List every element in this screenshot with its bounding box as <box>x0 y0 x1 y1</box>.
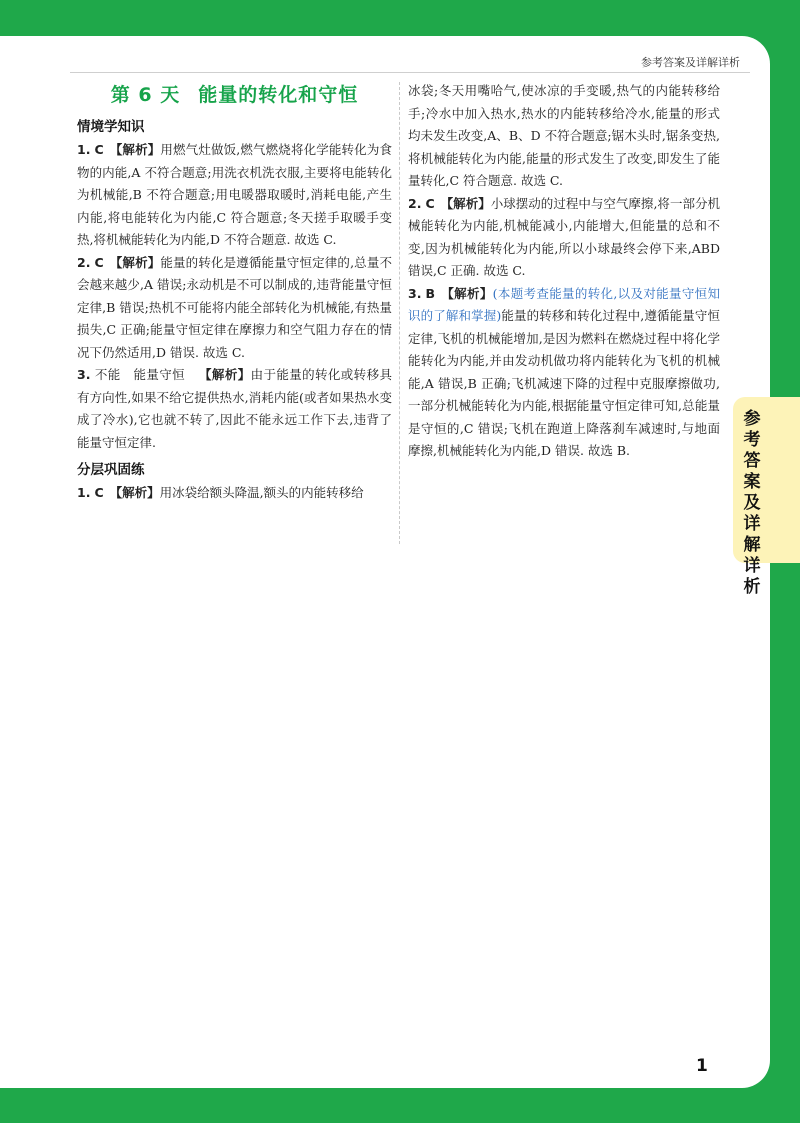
title-topic: 能量的转化和守恒 <box>198 84 359 106</box>
header-rule <box>70 72 750 73</box>
answer-item: 3. 不能 能量守恒 【解析】由于能量的转化或转移具有方向性,如果不给它提供热水,消耗内能(或者如果热水变成了冷水),它也就不转了,因此不能永远工作下去,违背了能量守恒定律. <box>77 367 392 450</box>
section-heading-situational: 情境学知识 <box>77 119 145 135</box>
column-divider <box>399 82 400 544</box>
running-header: 参考答案及详解详析 <box>641 56 740 69</box>
left-column <box>77 80 392 505</box>
section-heading-layered: 分层巩固练 <box>77 462 145 478</box>
analysis-note: (本题考查能量的转化,以及对能量守恒知识的了解和掌握) <box>408 285 720 323</box>
answer-item: 2. C 【解析】小球摆动的过程中与空气摩擦,将一部分机械能转化为内能,机械能减小,内能增大,但能量的总和不变,因为机械能转化为内能,所以小球最终会停下来,ABD 错误,C 正确. 故选 C. <box>408 195 720 278</box>
page-number: 1 <box>696 1056 708 1076</box>
side-tab <box>733 397 800 597</box>
page-title <box>77 80 392 107</box>
answer-item: 3. B 【解析】(本题考查能量的转化,以及对能量守恒知识的了解和掌握)能量的转移和转化过程中,遵循能量守恒定律,飞机的机械能增加,是因为燃料在燃烧过程中将化学能转化为内能,并由发动机做功将内能转化为飞机的机械能,A 错误,B 正确;飞机减速下降的过程中克服摩擦做功,一部分机械能转化为内能,根据能量守恒定律可知,总能量是守恒的,C 错误;飞机在跑道上降落刹车减速时,与地面摩擦,机械能转化为内能,D 错误. 故选 B. <box>408 285 720 458</box>
answer-item: 1. C 【解析】用冰袋给额头降温,额头的内能转移给 <box>77 485 364 500</box>
side-tab-label: 参考答案及详解详析 <box>743 409 761 597</box>
answer-item-continued: 冰袋;冬天用嘴哈气,使冰凉的手变暖,热气的内能转移给手;冷水中加入热水,热水的内能转移给冷水,能量的形式均未发生改变,A、B、D 不符合题意;锯木头时,锯条变热,将机械能转化为内能,能量的形式发生了改变,即发生了能量转化,C 符合题意. 故选 C. <box>408 83 720 188</box>
title-day: 第 6 天 <box>110 84 181 106</box>
answer-item: 2. C 【解析】能量的转化是遵循能量守恒定律的,总量不会越来越少,A 错误;永动机是不可以制成的,违背能量守恒定律,B 错误;热机不可能将内能全部转化为机械能,有热量损失,C 正确;能量守恒定律在摩擦力和空气阻力存在的情况下仍然适用,D 错误. 故选 C. <box>77 254 392 360</box>
answer-item: 1. C 【解析】用燃气灶做饭,燃气燃烧将化学能转化为食物的内能,A 不符合题意;用洗衣机洗衣服,主要将电能转化为机械能,B 不符合题意;用电暖器取暖时,消耗电能,产生内能,将电能转化为内能,C 符合题意;冬天搓手取暖手变热,将机械能转化为内能,D 不符合题意. 故选 C. <box>77 142 392 247</box>
right-column <box>408 80 720 463</box>
